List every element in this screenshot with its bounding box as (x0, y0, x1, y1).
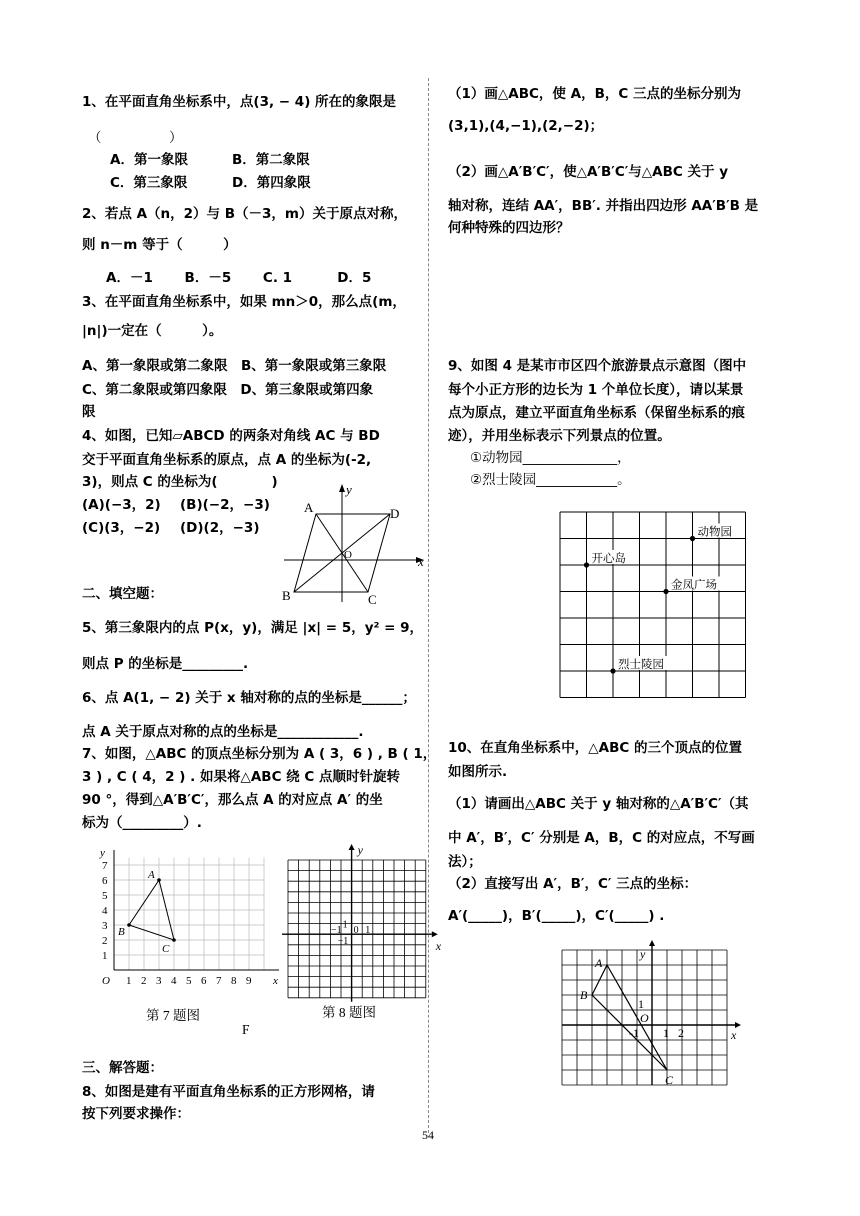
q10-part1-line3: 法）； (448, 854, 482, 870)
fig9-spot-dot (663, 589, 668, 594)
fig10-label-a: A (595, 956, 603, 970)
fig4-label-b: B (282, 588, 291, 603)
q10-answer-line: A′(_____)，B′(_____)，C′(_____) . (448, 908, 665, 924)
fig10-triangle (592, 965, 667, 1070)
q7-stem-line1: 7、如图，△ABC 的顶点坐标分别为 A ( 3，6 ) , B ( 1， (82, 746, 437, 762)
fig7-xtick: 2 (141, 975, 147, 987)
q1-stem: 1、在平面直角坐标系中，点(3, − 4) 所在的象限是 (82, 94, 397, 110)
q4-option-b: (B)(−2，−3) (180, 497, 270, 513)
figure-q4-parallelogram (282, 482, 432, 607)
q8-part2-line2: 轴对称，连结 AA′，BB′. 并指出四边形 AA′B′B 是 (448, 198, 759, 214)
fig4-label-d: D (390, 506, 400, 521)
q9-stem-line2: 每个小正方形的边长为 1 个单位长度），请以某景 (448, 382, 744, 398)
q4-option-c: (C)(3，−2) (82, 520, 161, 536)
q6-stem-line2: 点 A 关于原点对称的点的坐标是____________. (82, 724, 364, 740)
fig8-label-neg1-x: −1 (331, 925, 342, 937)
fig10-label-c: C (665, 1073, 674, 1087)
q2-stem-line2: 则 n－m 等于（ ） (82, 237, 237, 253)
q7-stem-line3: 90 °，得到△A′B′C′，那么点 A 的对应点 A′ 的坐 (82, 792, 383, 808)
q8-part1-line2: (3,1),(4,−1),(2,−2)； (448, 118, 604, 134)
q8-stem-line2: 按下列要求操作： (82, 1106, 190, 1122)
fig7-ytick: 5 (102, 890, 108, 902)
fig7-xtick: 1 (126, 975, 132, 987)
figure-q7-triangle (88, 842, 278, 992)
fig8-label-x: x (435, 939, 442, 954)
fig9-spot-dot (690, 536, 695, 541)
figure-q8-grid (284, 838, 442, 998)
q3-option-ab: A、第一象限或第二象限 B、第一象限或第三象限 (82, 358, 387, 374)
q4-option-d: (D)(2，−3) (180, 520, 260, 536)
fig10-label-neg1: -1 (629, 1026, 639, 1040)
fig7-label-a: A (148, 869, 155, 881)
fig7-xtick: 4 (171, 975, 177, 987)
q9-stem-line1: 9、如图 4 是某市市区四个旅游景点示意图（图中 (448, 358, 747, 374)
fig-f-label: F (242, 1022, 250, 1037)
q4-stem-line1: 4、如图，已知▱ABCD 的两条对角线 AC 与 BD (82, 428, 380, 444)
fig9-spot-label: 烈士陵园 (618, 659, 664, 671)
fig7-xtick: 5 (186, 975, 192, 987)
fig8-label-zero: 0 (353, 925, 359, 937)
q9-answer-zoo: ①动物园______________， (470, 450, 631, 466)
fig8-label-one-x: 1 (365, 925, 371, 937)
fig8-label-neg1: −1 (337, 935, 349, 947)
fig10-label-y: y (640, 947, 646, 961)
fig7-label-y: y (100, 847, 105, 859)
fig7-ytick: 3 (102, 920, 108, 932)
fig4-label-a: A (304, 500, 314, 515)
fig7-ytick: 4 (102, 905, 108, 917)
q1-answer-paren: （ ） (88, 130, 183, 146)
q8-stem-line1: 8、如图是建有平面直角坐标系的正方形网格，请 (82, 1084, 375, 1100)
q3-stem-line1: 3、在平面直角坐标系中，如果 mn＞0，那么点(m， (82, 294, 406, 310)
q10-part2: （2）直接写出 A′，B′，C′ 三点的坐标： (448, 876, 698, 892)
q1-option-a: A．第一象限 (110, 152, 188, 168)
fig8-label-y: y (357, 843, 363, 857)
fig9-spot-label: 开心岛 (591, 553, 626, 565)
q10-stem-line2: 如图所示. (448, 764, 508, 780)
fig9-spot-dot (610, 668, 615, 673)
fig8-x-arrow (432, 931, 438, 937)
fig10-label-o: O (640, 1011, 649, 1025)
fig7-ytick: 6 (102, 875, 108, 887)
fig7-xtick: 3 (156, 975, 162, 987)
fig7-xtick: 6 (201, 975, 207, 987)
fig7-label-b: B (118, 926, 125, 938)
q1-option-b: B．第二象限 (232, 152, 310, 168)
q10-part1-line2: 中 A′，B′，C′ 分别是 A，B，C 的对应点，不写画 (448, 830, 755, 846)
fig10-label-b: B (580, 988, 588, 1002)
q9-answer-cemetery: ②烈士陵园____________。 (470, 472, 631, 488)
fig8-caption: 第 8 题图 (322, 1005, 376, 1020)
fig10-label-two: 2 (678, 1026, 684, 1040)
q5-stem-line2: 则点 P 的坐标是_________. (82, 656, 249, 672)
q4-stem-line3: 3)，则点 C 的坐标为( ) (82, 474, 278, 490)
q3-option-cd-cont: 限 (82, 404, 96, 420)
fig9-spot-label: 动物园 (697, 526, 732, 539)
q7-stem-line2: 3 ) , C ( 4，2 ) . 如果将△ABC 绕 C 点顺时针旋转 (82, 769, 400, 785)
q7-stem-line4: 标为（_________）. (82, 815, 202, 831)
q10-stem-line1: 10、在直角坐标系中，△ABC 的三个顶点的位置 (448, 740, 743, 756)
fig7-label-o: O (102, 975, 110, 987)
fig7-caption: 第 7 题图 (146, 1008, 200, 1023)
fig7-xtick: 8 (231, 975, 237, 987)
q2-stem-line1: 2、若点 A（n，2）与 B（－3，m）关于原点对称， (82, 206, 407, 222)
q10-part1-line1: （1）请画出△ABC 关于 y 轴对称的△A′B′C′（其 (448, 796, 749, 812)
fig7-point-b (127, 923, 131, 927)
q8-part2-line1: （2）画△A′B′C′，使△A′B′C′与△ABC 关于 y (448, 164, 729, 180)
section-3-title: 三、解答题： (82, 1060, 163, 1076)
q5-stem-line1: 5、第三象限内的点 P(x，y)，满足 |x| = 5，y² = 9， (82, 620, 424, 636)
q8-part2-line3: 何种特殊的四边形？ (448, 220, 570, 236)
q9-stem-line3: 点为原点，建立平面直角坐标系（保留坐标系的痕 (448, 405, 745, 421)
column-divider (428, 78, 429, 1133)
figure-q10-triangle (560, 948, 750, 1098)
figure-q9-map (558, 510, 748, 700)
fig7-ytick: 7 (102, 860, 108, 872)
q2-options: A．－1 B．－5 C. 1 D．5 (106, 270, 372, 286)
q1-option-d: D．第四象限 (232, 175, 311, 191)
q3-option-cd: C、第二象限或第四象限 D、第三象限或第四象 (82, 382, 374, 398)
fig10-y-arrow (649, 940, 655, 946)
q9-stem-line4: 迹），并用坐标表示下列景点的位置。 (448, 428, 671, 444)
fig10-label-one-y: 1 (638, 997, 644, 1011)
fig7-ytick: 1 (102, 950, 108, 962)
q8-part1-line1: （1）画△ABC，使 A，B，C 三点的坐标分别为 (448, 86, 741, 102)
fig9-spot-dot (584, 562, 589, 567)
fig7-ytick: 2 (102, 935, 108, 947)
page-number: 54 (422, 1128, 434, 1142)
fig8-label-one: 1 (342, 919, 348, 931)
fig10-label-x: x (731, 1028, 737, 1042)
fig10-label-one: 1 (663, 1026, 669, 1040)
fig9-spot-label: 金凤广场 (671, 579, 717, 592)
fig7-xtick: 7 (216, 975, 222, 987)
fig7-label-c: C (162, 943, 170, 955)
fig7-label-x: x (273, 975, 278, 987)
q1-option-c: C．第三象限 (110, 175, 188, 191)
fig7-point-a (157, 878, 161, 882)
fig8-y-arrow (349, 844, 355, 850)
fig4-label-x: x (418, 554, 424, 569)
q6-stem-line1: 6、点 A(1, − 2) 关于 x 轴对称的点的坐标是______； (82, 690, 416, 706)
fig4-label-c: C (368, 592, 377, 607)
section-2-title: 二、填空题： (82, 586, 163, 602)
fig7-xtick: 9 (246, 975, 252, 987)
fig4-label-o: O (344, 549, 352, 561)
q4-stem-line2: 交于平面直角坐标系的原点，点 A 的坐标为(-2, (82, 452, 372, 468)
fig4-label-y: y (346, 482, 352, 497)
fig7-point-c (172, 938, 176, 942)
q4-option-a: (A)(−3，2) (82, 497, 161, 513)
q3-stem-line2: |n|)一定在（ ）。 (82, 323, 223, 339)
